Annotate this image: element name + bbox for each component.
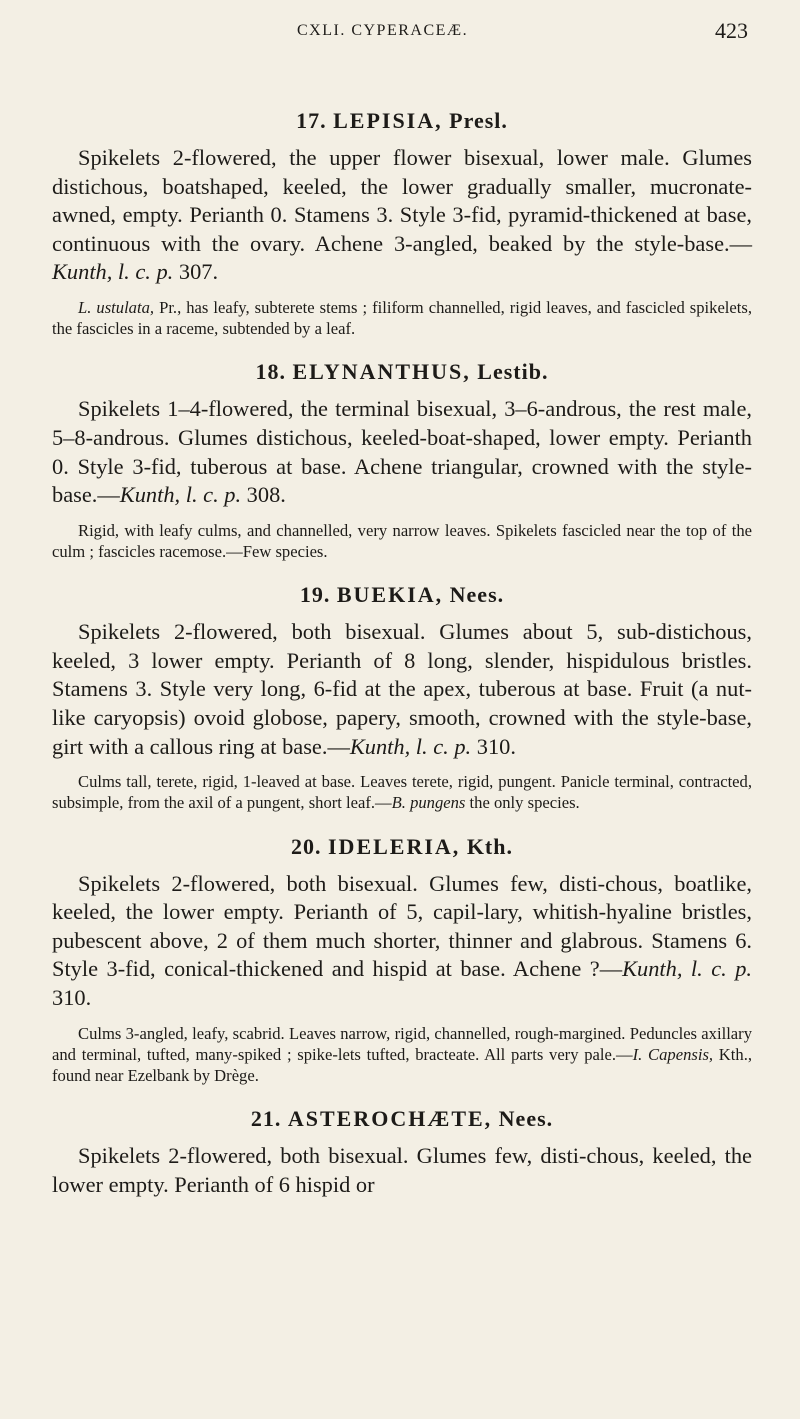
genus-description (52, 395, 752, 509)
genus-number: 20. (291, 833, 322, 859)
genus-heading (52, 1106, 752, 1132)
reference-citation: Kunth, l. c. p. (622, 956, 752, 982)
genus-heading (52, 582, 752, 608)
note-tail: Kth., found near Ezelbank by Drège. (52, 1044, 752, 1085)
reference-page: 307. (178, 259, 219, 285)
genus-entry-elynanthus (52, 359, 752, 562)
species-name: L. ustulata, (78, 297, 155, 317)
genus-entry-ideleria (52, 834, 752, 1087)
genus-note (52, 520, 752, 562)
genus-entry-buekia (52, 582, 752, 813)
genus-author: Lestib. (477, 359, 549, 385)
reference-page: 310. (476, 733, 516, 759)
genus-name: BUEKIA, (336, 582, 444, 608)
reference-citation: Kunth, l. c. p. (119, 482, 242, 508)
note-text: Culms 3-angled, leafy, scabrid. Leaves narrow, rigid, channelled, rough-margined. Peduncles axillary and terminal, tufted, many-spiked ; spike-lets tufted, bracteate. All parts very pale.— (52, 1023, 752, 1064)
genus-name: LEPISIA, (333, 108, 443, 133)
reference-citation: Kunth, l. c. p. (52, 259, 174, 285)
genus-author: Nees. (449, 582, 505, 608)
genus-author: Kth. (466, 833, 513, 859)
note-text: Rigid, with leafy culms, and channelled, very narrow leaves. Spikelets fascicled near the top of the culm ; fascicles racemose.—Few species. (52, 520, 752, 561)
description-text: Spikelets 2-flowered, both bisexual. Glumes few, disti-chous, keeled, the lower empty. Perianth of 6 hispid or (52, 1143, 752, 1197)
genus-note (52, 1023, 752, 1087)
genus-entry-asterochaete (52, 1106, 752, 1199)
genus-author: Presl. (449, 108, 508, 133)
genus-number: 21. (250, 1106, 282, 1132)
description-text: Spikelets 2-flowered, the upper flower bisexual, lower male. Glumes distichous, boatshaped, keeled, the lower gradually smaller, mucronate-awned, empty. Perianth 0. Stamens 3. Style 3-fid, pyramid-thickened at base, continuous with the ovary. Achene 3-angled, beaked by the style-base.— (52, 145, 752, 256)
note-text: Culms tall, terete, rigid, 1-leaved at base. Leaves terete, rigid, pungent. Panicle terminal, contracted, subsimple, from the axil of a pungent, short leaf.— (52, 772, 752, 813)
genus-author: Nees. (498, 1106, 554, 1132)
description-text: Spikelets 2-flowered, both bisexual. Glumes about 5, sub-distichous, keeled, 3 lower empty. Perianth of 8 long, slender, hispidulous bristles. Stamens 3. Style very long, 6-fid at the apex, tuberous at base. Fruit (a nut-like caryopsis) ovoid globose, papery, smooth, crowned with the style-base, girt with a callous ring at base.— (52, 619, 752, 759)
genus-heading (52, 834, 752, 860)
page-body (52, 108, 752, 1219)
genus-name: ELYNANTHUS, (292, 359, 471, 385)
species-name: B. pungens (391, 793, 466, 813)
reference-citation: Kunth, l. c. p. (349, 733, 472, 759)
genus-description (52, 144, 752, 287)
description-text: Spikelets 1–4-flowered, the terminal bisexual, 3–6-androus, the rest male, 5–8-androus. Glumes distichous, keeled-boat-shaped, lower empty. Perianth 0. Style 3-fid, tuberous at base. Achene triangular, crowned with the style-base.— (52, 396, 752, 508)
description-text: Spikelets 2-flowered, both bisexual. Glumes few, disti-chous, boatlike, keeled, the lower empty. Perianth of 5, capil-lary, whitish-hyaline bristles, pubescent above, 2 of them much shorter, thinner and glabrous. Stamens 6. Style 3-fid, conical-thickened and hispid at base. Achene ?— (52, 870, 752, 982)
note-tail: the only species. (465, 793, 580, 813)
page-number: 423 (715, 18, 748, 43)
reference-page: 310. (52, 984, 92, 1010)
genus-description (52, 1142, 752, 1199)
genus-description (52, 870, 752, 1013)
running-title: CXLI. CYPERACEÆ. (297, 22, 469, 39)
genus-note (52, 297, 752, 339)
genus-number: 17. (296, 108, 327, 133)
genus-heading (52, 108, 752, 134)
genus-name: ASTEROCHÆTE, (287, 1106, 493, 1132)
species-name: I. Capensis, (632, 1044, 714, 1064)
genus-note (52, 771, 752, 813)
genus-name: IDELERIA, (328, 833, 461, 859)
genus-number: 18. (255, 359, 286, 385)
note-text: Pr., has leafy, subterete stems ; filiform channelled, rigid leaves, and fascicled spikelets, the fascicles in a raceme, subtended by a leaf. (52, 297, 753, 339)
genus-description (52, 618, 752, 761)
book-page (52, 0, 752, 1419)
genus-number: 19. (299, 582, 331, 608)
genus-entry-lepisia (52, 108, 752, 339)
genus-heading (52, 359, 752, 385)
reference-page: 308. (246, 482, 286, 508)
running-head (52, 18, 752, 50)
